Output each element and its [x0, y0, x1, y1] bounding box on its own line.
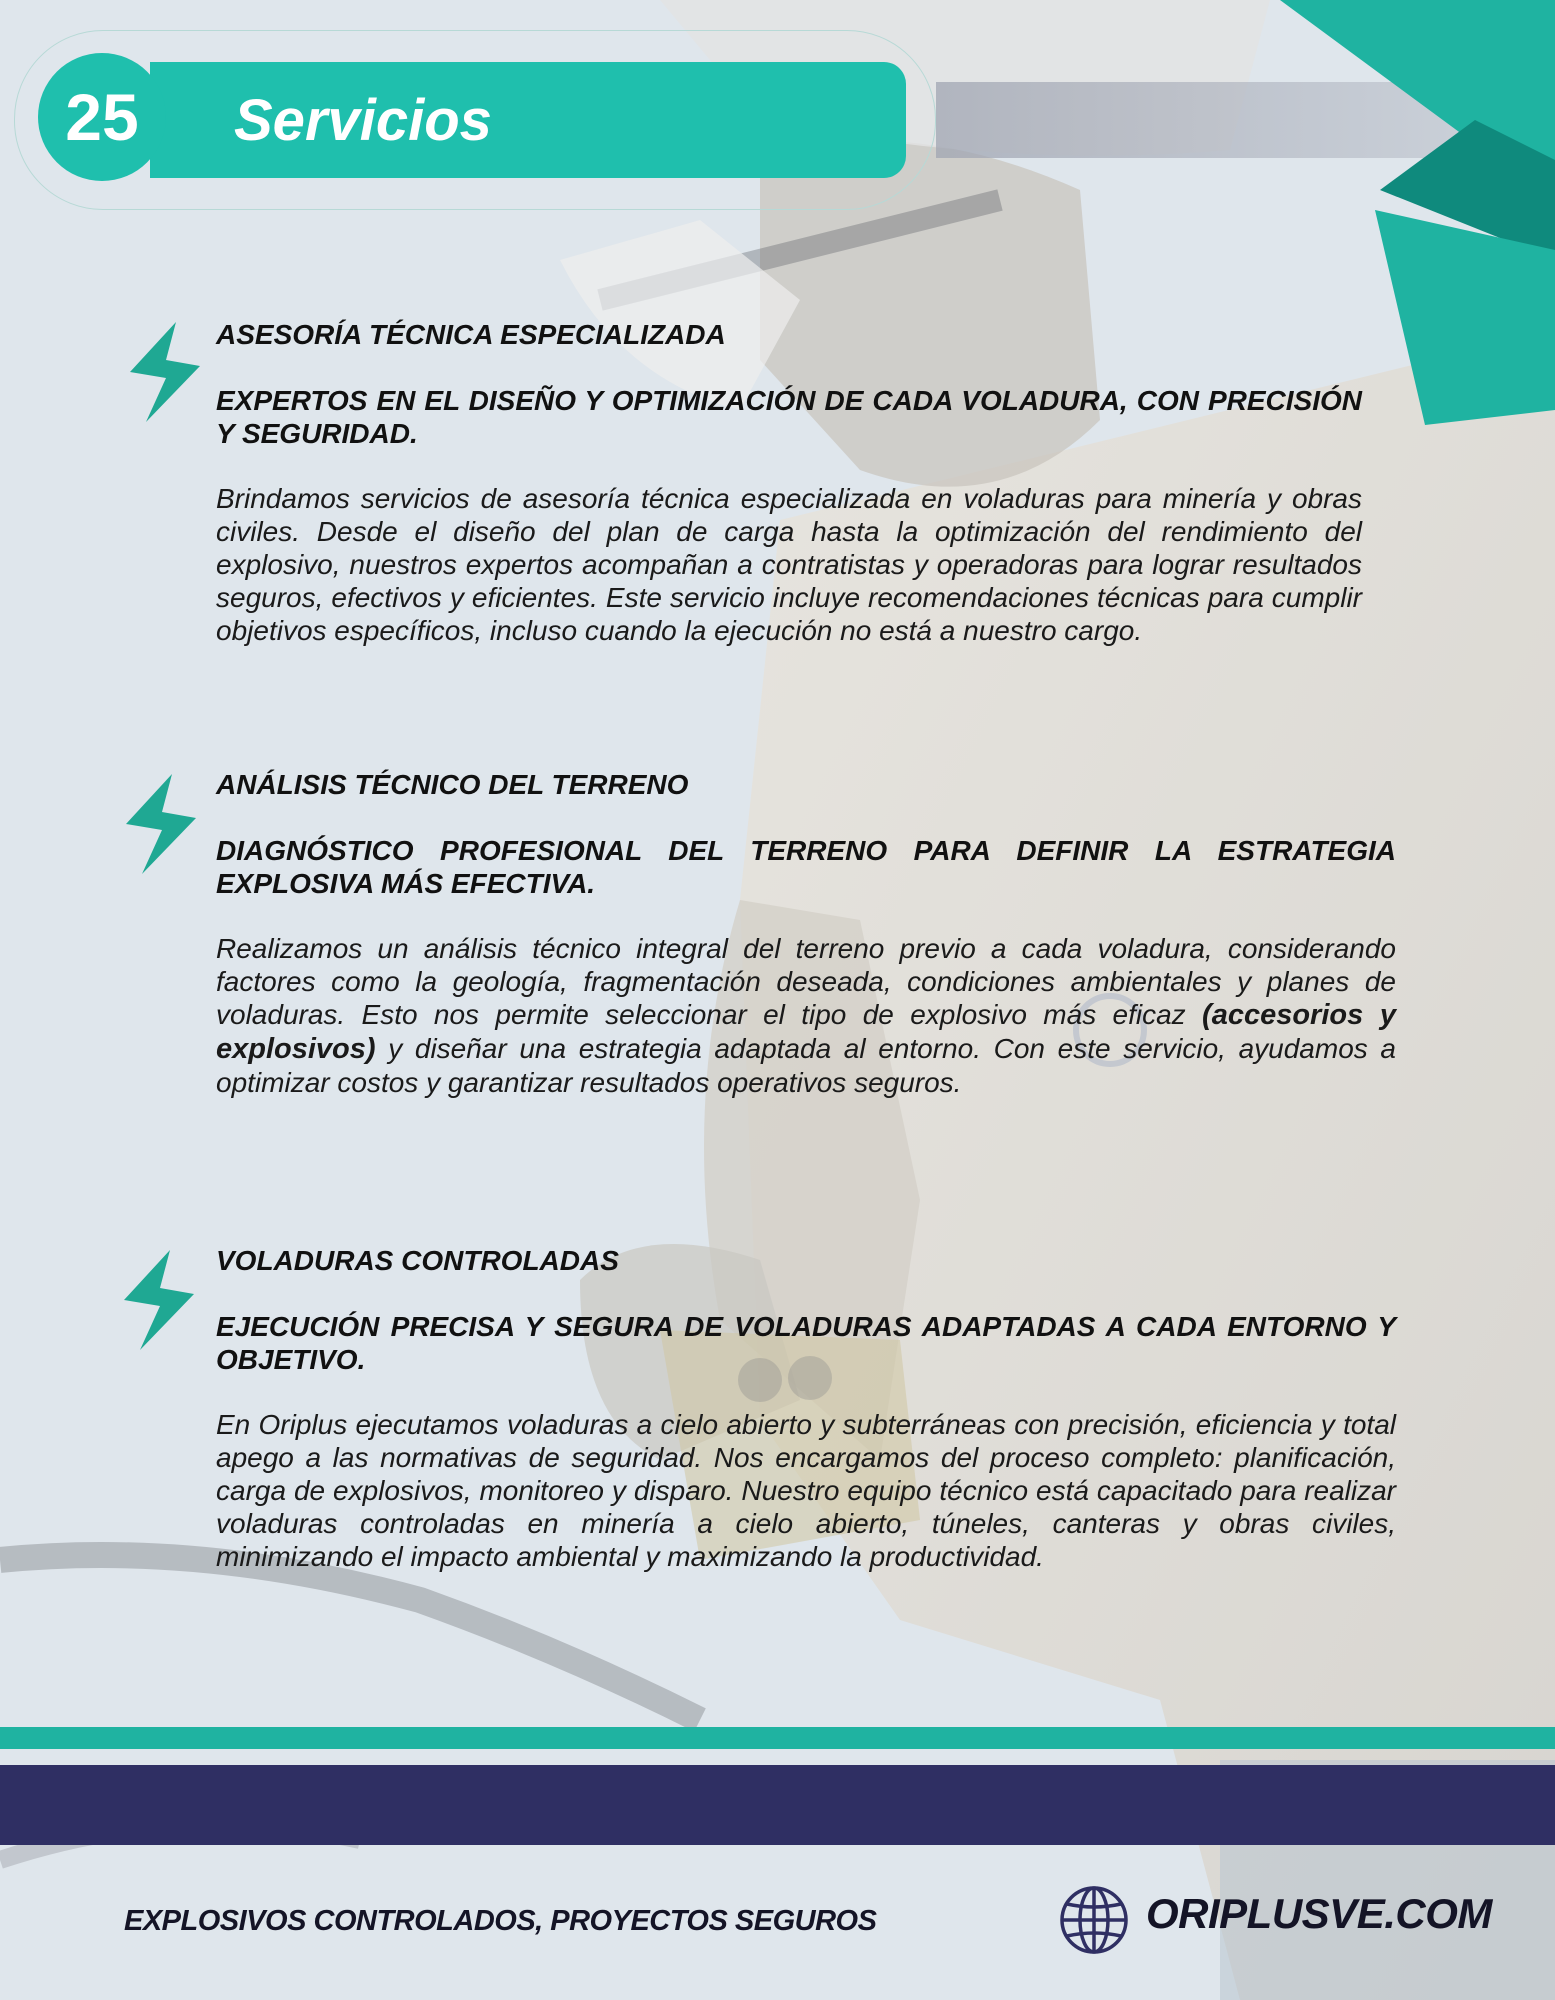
- section-title: ASESORÍA TÉCNICA ESPECIALIZADA: [216, 319, 726, 350]
- section-subtitle: DIAGNÓSTICO PROFESIONAL DEL TERRENO PARA DEFINIR LA ESTRATEGIA EXPLOSIVA MÁS EFECTIVA.: [216, 835, 1396, 899]
- section-voladuras: [216, 1244, 1396, 1573]
- page-number: 25: [38, 53, 166, 181]
- globe-icon: [1058, 1884, 1130, 1956]
- section-asesoria: [216, 318, 1396, 647]
- footer-navy-band: [0, 1765, 1555, 1845]
- lightning-bolt-icon: [124, 774, 204, 874]
- lightning-bolt-icon: [122, 1250, 202, 1350]
- lightning-bolt-icon: [128, 322, 208, 422]
- footer-teal-stripe: [0, 1727, 1555, 1749]
- body-text: Realizamos un análisis técnico integral del terreno previo a cada voladura, considerando factores como la geología, fragmentación deseada, condiciones ambientales y planes de voladuras. Esto nos permite seleccionar el tipo de explosivo más eficaz: [216, 933, 1396, 1030]
- section-analisis: [216, 768, 1396, 1099]
- section-body: Brindamos servicios de asesoría técnica especializada en voladuras para minería y obras civiles. Desde el diseño del plan de carga hasta la optimización del rendimiento del explosivo, nuestros expertos acompañan a contratistas y operadoras para lograr resultados seguros, efectivos y eficientes. Este servicio incluye recomendaciones técnicas para cumplir objetivos específicos, incluso cuando la ejecución no está a nuestro cargo.: [216, 483, 1362, 646]
- section-body: [216, 932, 1396, 1099]
- page-title: Servicios: [234, 87, 492, 153]
- section-body: En Oriplus ejecutamos voladuras a cielo abierto y subterráneas con precisión, eficiencia y total apego a las normativas de seguridad. Nos encargamos del proceso completo: planificación, carga de explosivos, monitoreo y disparo. Nuestro equipo técnico está capacitado para realizar voladuras controladas en minería a cielo abierto, túneles, canteras y obras civiles, minimizando el impacto ambiental y maximizando la productividad.: [216, 1409, 1396, 1572]
- body-text: y diseñar una estrategia adaptada al entorno. Con este servicio, ayudamos a optimizar costos y garantizar resultados operativos seguros.: [216, 1033, 1396, 1098]
- section-subtitle: EXPERTOS EN EL DISEÑO Y OPTIMIZACIÓN DE CADA VOLADURA, CON PRECISIÓN Y SEGURIDAD.: [216, 385, 1362, 449]
- footer-slogan: EXPLOSIVOS CONTROLADOS, PROYECTOS SEGUROS: [124, 1905, 877, 1937]
- section-subtitle: EJECUCIÓN PRECISA Y SEGURA DE VOLADURAS ADAPTADAS A CADA ENTORNO Y OBJETIVO.: [216, 1311, 1396, 1375]
- section-title: ANÁLISIS TÉCNICO DEL TERRENO: [216, 769, 689, 800]
- website-link[interactable]: ORIPLUSVE.COM: [1146, 1890, 1492, 1937]
- section-title: VOLADURAS CONTROLADAS: [216, 1245, 619, 1276]
- body-emphasis: (accesorios y explosivos): [216, 999, 1397, 1065]
